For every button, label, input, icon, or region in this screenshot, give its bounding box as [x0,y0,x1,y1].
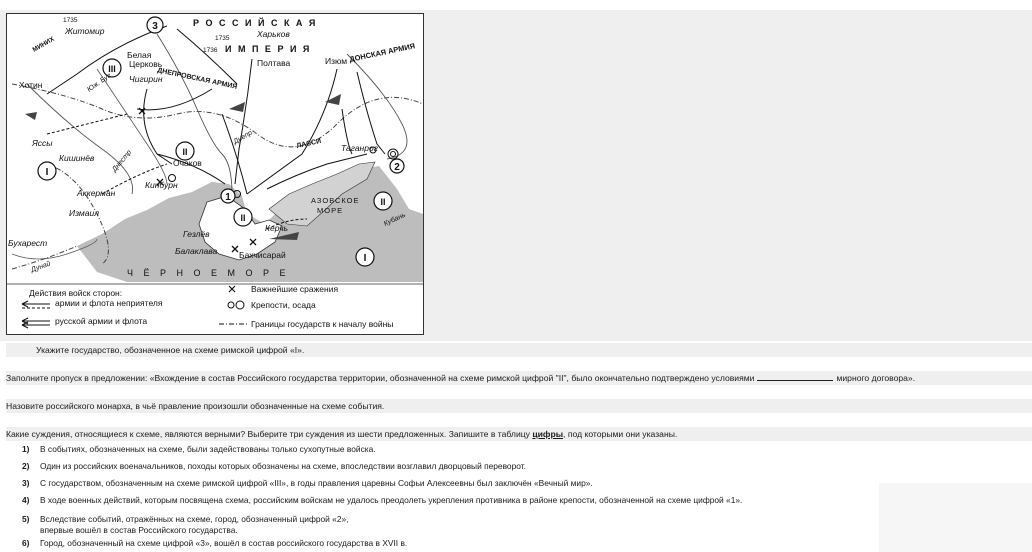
question-3: Назовите российского монарха, в чьё правление произошли обозначенные на схеме события. [6,399,1032,413]
enemy-arrow-icon [22,301,50,307]
label-empire-2: И М П Е Р И Я [225,44,312,54]
question-4-bold: цифры [532,429,564,439]
river-bug [97,69,167,184]
label-poltava: Полтава [257,58,291,68]
label-taganrog: Таганрог [341,143,378,153]
label-azov-sea-2: МОРЕ [317,206,344,215]
label-chigirin: Чигирин [129,74,163,84]
option-text: В ходе военных действий, которым посвящена схема, российским войскам не удалось преодолеть укрепления противника в районе крепости, обозначенной на схеме цифрой «1». [40,495,743,505]
top-bar [0,0,1032,10]
label-roman-II-c: II [380,197,386,207]
label-kishinev: Кишинёв [59,153,95,163]
option-number: 6) [22,538,30,548]
label-danube: Дунай [30,260,52,274]
label-dnepr-army: ДНЕПРОВСКАЯ АРМИЯ [156,67,238,91]
label-roman-III: III [108,64,116,74]
label-don-army: ДОНСКАЯ АРМИЯ [348,41,416,64]
option-number: 3) [22,478,30,488]
legend-title: Действия войск сторон: [29,288,123,298]
label-year-1735-b: 1735 [215,35,230,42]
label-dnepr-river: Днепр [232,129,254,146]
label-kharkov: Харьков [257,29,290,39]
siege-icon [236,301,244,309]
label-roman-I-b: I [363,253,367,264]
legend [22,284,393,329]
label-ochakov: Очаков [173,158,202,168]
label-zhitomir: Житомир [65,26,105,36]
label-roman-II-b: II [240,213,246,223]
russian-fleet-arrow-icon [22,322,50,328]
legend-borders: Границы государств к началу войны [251,319,394,329]
historical-map [6,13,424,335]
option-text: Город, обозначенный на схеме цифрой «3», вошёл в состав российского государства в XVII в. [40,538,408,548]
label-kerch: Керчь [265,223,288,233]
label-bakhchisaray: Бахчисарай [239,250,286,260]
legend-battles: Важнейшие сражения [251,284,339,294]
label-num3: 3 [152,21,158,32]
label-belaya-tserkov-2: Церковь [129,59,163,69]
legend-russian: русской армии и флота [55,316,148,326]
label-num2: 2 [394,162,400,173]
label-year-1735-a: 1735 [63,17,78,24]
label-num1: 1 [225,192,231,203]
label-lassi: ЛАССИ [295,137,322,150]
question-2-end: мирного договора». [836,373,916,383]
label-minikh: МИНИХ [31,35,56,54]
battle-cross-icon [229,286,235,292]
question-4-text: Какие суждения, относящиеся к схеме, являются верными? Выберите три суждения из шести предложенных. Запишите в таблицу [6,429,530,439]
label-year-1736: 1736 [203,47,218,54]
label-empire-1: Р О С С И Й С К А Я [193,18,318,28]
question-2-text: Заполните пропуск в предложении: «Вхождение в состав Российского государства территории, обозначенной на схеме римской цифрой "II", было окончательно подтверждено условиями [6,373,755,383]
map-svg [7,14,423,334]
right-shade [879,483,1032,552]
label-buharest: Бухарест [8,238,48,248]
option-number: 4) [22,495,30,505]
option-number: 1) [22,444,30,454]
label-azov-sea-1: АЗОВСКОЕ [311,196,360,205]
label-gezlev: Гезлёв [183,229,210,239]
answer-blank[interactable] [757,371,833,381]
option-text: В событиях, обозначенных на схеме, были задействованы только сухопутные войска. [40,444,376,454]
question-4-end: , под которыми они указаны. [563,429,678,439]
label-balaklava: Балаклава [175,246,218,256]
label-dnestr-river: Днестр [111,149,134,174]
river-dnepr [157,34,232,194]
label-izmail: Измаил [69,208,100,218]
label-black-sea: Ч Ё Р Н О Е М О Р Е [127,268,290,278]
label-roman-II-a: II [182,147,188,157]
label-yassy: Яссы [32,138,53,148]
legend-fortress: Крепости, осада [251,300,316,310]
label-akkerman: Аккерман [77,188,116,198]
legend-enemy: армии и флота неприятеля [55,298,163,308]
option-number: 5) [22,514,30,524]
option-text: С государством, обозначенным на схеме римской цифрой «III», в годы правления царевны Софьи Алексеевны был заключён «Вечный мир». [40,478,593,488]
label-kinburn: Кинбурн [145,180,178,190]
option-text: Вследствие событий, отражённых на схеме, город, обозначенный цифрой «2», впервые вошёл в состав Российского государства. [40,514,349,535]
label-belaya-tserkov: Белая [127,50,152,60]
label-hotin: Хотин [19,80,43,90]
label-roman-I: I [45,167,49,178]
label-yug-bug: Юж. Буг [86,72,113,94]
fortress-icon [228,302,234,308]
question-2 [6,371,1032,385]
label-kuban: Кубань [382,211,407,228]
question-4 [6,427,1032,441]
option-number: 2) [22,461,30,471]
question-1: Укажите государство, обозначенное на схеме римской цифрой «I». [6,343,1032,357]
label-izum: Изюм [325,56,348,66]
option-text: Один из российских военачальников, походы которых обозначены на схеме, впоследствии возглавил дворцовый переворот. [40,461,526,471]
border-line-1 [12,84,423,147]
